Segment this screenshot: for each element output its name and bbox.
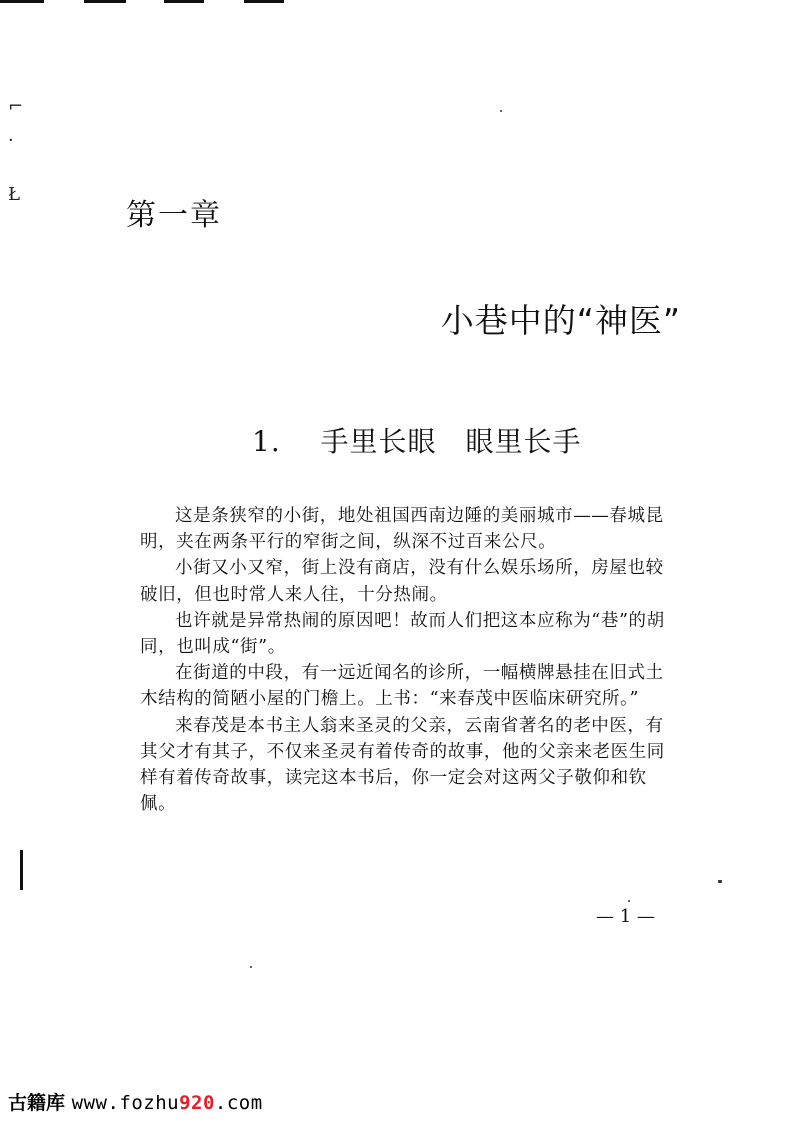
scan-artifact-speck: [718, 880, 722, 883]
paragraph: 来春茂是本书主人翁来圣灵的父亲，云南省著名的老中医，有其父才有其子，不仅来圣灵有着传奇的故事，他的父亲来老医生同样有着传奇故事，读完这本书后，你一定会对这两父子敬仰和钦佩。: [140, 715, 665, 815]
scan-artifact-speck: [500, 110, 502, 112]
scan-artifact-mark: ·: [8, 130, 14, 151]
scan-artifact-speck: [628, 900, 630, 902]
scan-artifact-bar: [244, 0, 284, 3]
scan-artifact-bar: [84, 0, 126, 3]
section-number: 1.: [252, 425, 281, 458]
footer-url-suffix: .com: [214, 1092, 263, 1114]
chapter-title: 小巷中的“神医”: [440, 301, 681, 340]
paragraph: 这是条狭窄的小街，地处祖国西南边陲的美丽城市——春城昆明，夹在两条平行的窄街之间，纵深不过百来公尺。: [140, 506, 664, 553]
section-title: [252, 420, 582, 460]
body-text: [140, 503, 680, 817]
scan-artifact-bar: [0, 0, 44, 3]
paragraph: 在街道的中段，有一远近闻名的诊所，一幅横牌悬挂在旧式土木结构的简陋小屋的门檐上。上书：“来春茂中医临床研究所。”: [140, 663, 664, 710]
scan-artifact-mark: ⌐: [8, 96, 24, 117]
scan-artifact-mark: Ł: [8, 184, 21, 205]
scan-artifact-bar: [164, 0, 204, 3]
section-title-text: 手里长眼 眼里长手: [320, 425, 582, 458]
footer-url-number: 920: [179, 1092, 215, 1114]
footer-watermark: [8, 1088, 263, 1115]
paragraph: 小街又小又窄，街上没有商店，没有什么娱乐场所，房屋也较破旧，但也时常人来人往，十分热闹。: [140, 558, 664, 605]
chapter-label: 第一章: [126, 198, 222, 233]
footer-url-prefix: www.fozhu: [71, 1092, 180, 1114]
paragraph: 也许就是异常热闹的原因吧！故而人们把这本应称为“巷”的胡同，也叫成“街”。: [140, 610, 665, 658]
footer-site-name: 古籍库: [8, 1092, 66, 1114]
scan-artifact-speck: [250, 966, 252, 968]
scan-artifact-vbar: [20, 850, 23, 890]
page-number: — 1 —: [596, 906, 655, 927]
footer-url[interactable]: [72, 1092, 263, 1114]
